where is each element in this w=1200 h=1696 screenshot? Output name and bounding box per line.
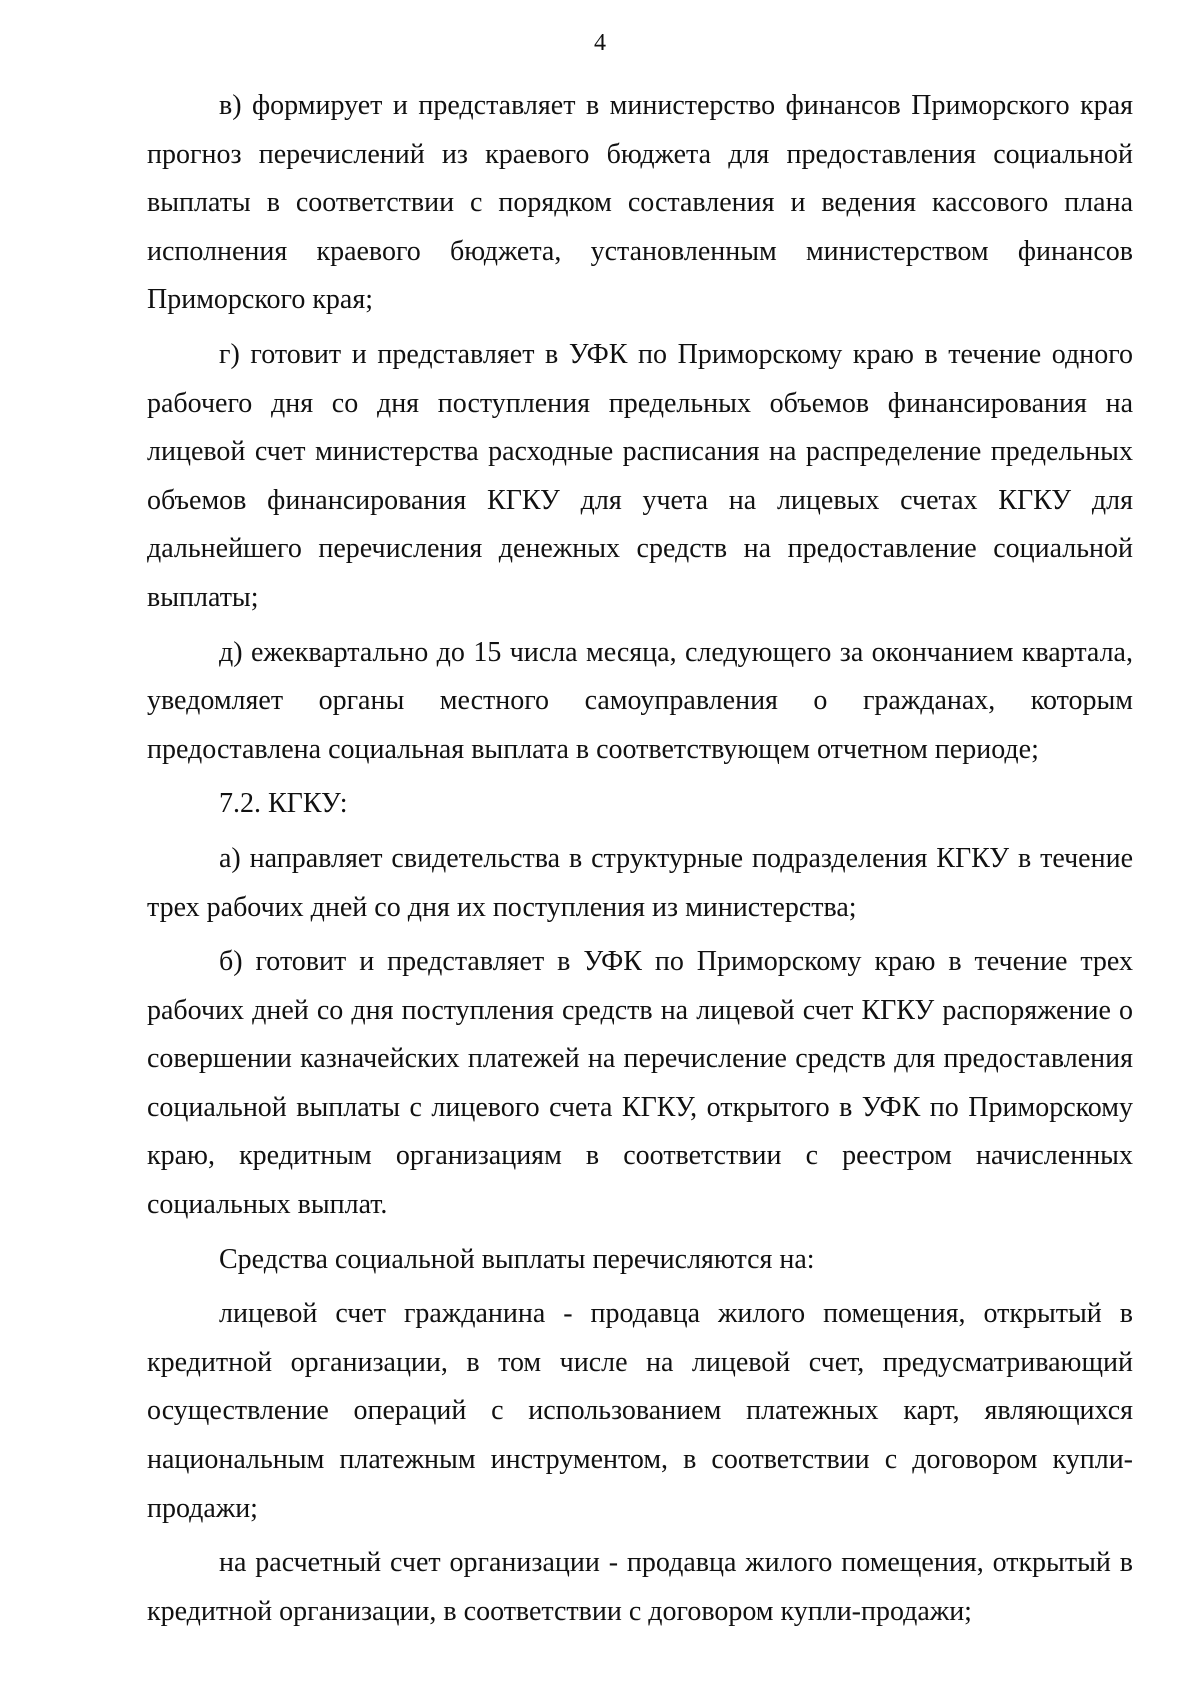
paragraph-d-quarterly-notice: д) ежеквартально до 15 числа месяца, следующего за окончанием квартала, уведомляет органы местного самоуправления о гражданах, которым предоставлена социальная выплата в соответствующем отчетном периоде; <box>147 636 1133 765</box>
paragraph-b-payment-order: б) готовит и представляет в УФК по Приморскому краю в течение трех рабочих дней со дня поступления средств на лицевой счет КГКУ распоряжение о совершении казначейских платежей на перечисление средств для предоставления социальной выплаты с лицевого счета КГКУ, открытого в УФК по Приморскому краю, кредитным организациям в соответствии с реестром начисленных социальных выплат. <box>147 946 1133 1221</box>
paragraph-organization-account: на расчетный счет организации - продавца жилого помещения, открытый в кредитной организации, в соответствии с договором купли-продажи; <box>147 1547 1133 1627</box>
page-number: 4 <box>594 30 606 56</box>
paragraph-citizen-account: лицевой счет гражданина - продавца жилого помещения, открытый в кредитной организации, в том числе на лицевой счет, предусматривающий осуществление операций с использованием платежных карт, являющихся национальным платежным инструментом, в соответствии с договором купли-продажи; <box>147 1298 1133 1524</box>
paragraph-g-expense-schedules: г) готовит и представляет в УФК по Приморскому краю в течение одного рабочего дня со дня поступления предельных объемов финансирования на лицевой счет министерства расходные расписания на распределение предельных объемов финансирования КГКУ для учета на лицевых счетах КГКУ для дальнейшего перечисления денежных средств на предоставление социальной выплаты; <box>147 338 1133 613</box>
paragraph-transfer-intro: Средства социальной выплаты перечисляются на: <box>219 1243 815 1275</box>
document-body <box>147 82 1133 1642</box>
section-heading-7-2: 7.2. КГКУ: <box>219 788 348 820</box>
paragraph-v-forecast: в) формирует и представляет в министерство финансов Приморского края прогноз перечислений из краевого бюджета для предоставления социальной выплаты в соответствии с порядком составления и ведения кассового плана исполнения краевого бюджета, установленным министерством финансов Приморского края; <box>147 90 1133 316</box>
paragraph-a-certificates: а) направляет свидетельства в структурные подразделения КГКУ в течение трех рабочих дней со дня их поступления из министерства; <box>147 842 1133 923</box>
